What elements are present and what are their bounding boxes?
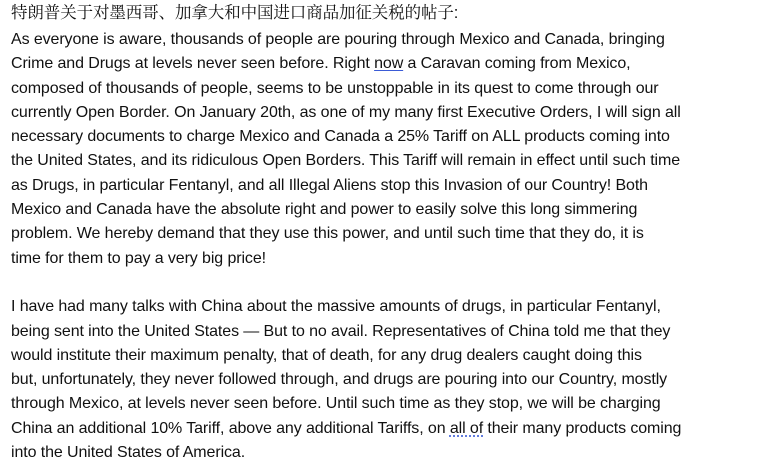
paragraph-spacer: [11, 271, 763, 295]
document-title: 特朗普关于对墨西哥、加拿大和中国进口商品加征关税的帖子:: [11, 4, 459, 22]
text-line: the United States, and its ridiculous Open Borders. This Tariff will remain in effect until such time: [11, 152, 681, 170]
text-line: As everyone is aware, thousands of people are pouring through Mexico and Canada, bringing: [11, 31, 665, 48]
text-line: Mexico and Canada have the absolute right and power to easily solve this long simmering: [11, 201, 638, 219]
text-line: composed of thousands of people, seems to be unstoppable in its quest to come through our: [11, 79, 659, 97]
document-body: [11, 0, 763, 465]
text-line: currently Open Border. On January 20th, as one of my many first Executive Orders, I will sign all: [11, 103, 681, 121]
text-line: problem. We hereby demand that they use this power, and until such time that they do, it is: [11, 225, 644, 243]
paragraph-china: [11, 295, 763, 465]
text-line: necessary documents to charge Mexico and Canada a 25% Tariff on ALL products coming into: [11, 128, 670, 146]
text-line: into the United States of America.: [11, 444, 246, 462]
grammar-underlined-phrase: all of: [449, 419, 484, 437]
spellcheck-underlined-word: now: [374, 55, 404, 73]
text-span: Crime and Drugs at levels never seen before. Right: [11, 55, 375, 73]
text-line: being sent into the United States — But to no avail. Representatives of China told me that they: [11, 322, 671, 340]
text-line: but, unfortunately, they never followed through, and drugs are pouring into our Country, mostly: [11, 371, 668, 389]
text-line: time for them to pay a very big price!: [11, 249, 266, 267]
text-line: [11, 417, 763, 441]
text-line: would institute their maximum penalty, that of death, for any drug dealers caught doing this: [11, 346, 642, 364]
text-line: [11, 52, 763, 76]
paragraph-mexico-canada: [11, 28, 763, 271]
text-line: I have had many talks with China about the massive amounts of drugs, in particular Fentanyl,: [11, 298, 661, 316]
text-span: their many products coming: [483, 419, 682, 437]
text-span: a Caravan coming from Mexico,: [403, 55, 631, 73]
text-line: through Mexico, at levels never seen before. Until such time as they stop, we will be charging: [11, 395, 661, 413]
text-line: as Drugs, in particular Fentanyl, and all Illegal Aliens stop this Invasion of our Country! Both: [11, 176, 648, 194]
text-span: China an additional 10% Tariff, above any additional Tariffs, on: [11, 419, 450, 437]
